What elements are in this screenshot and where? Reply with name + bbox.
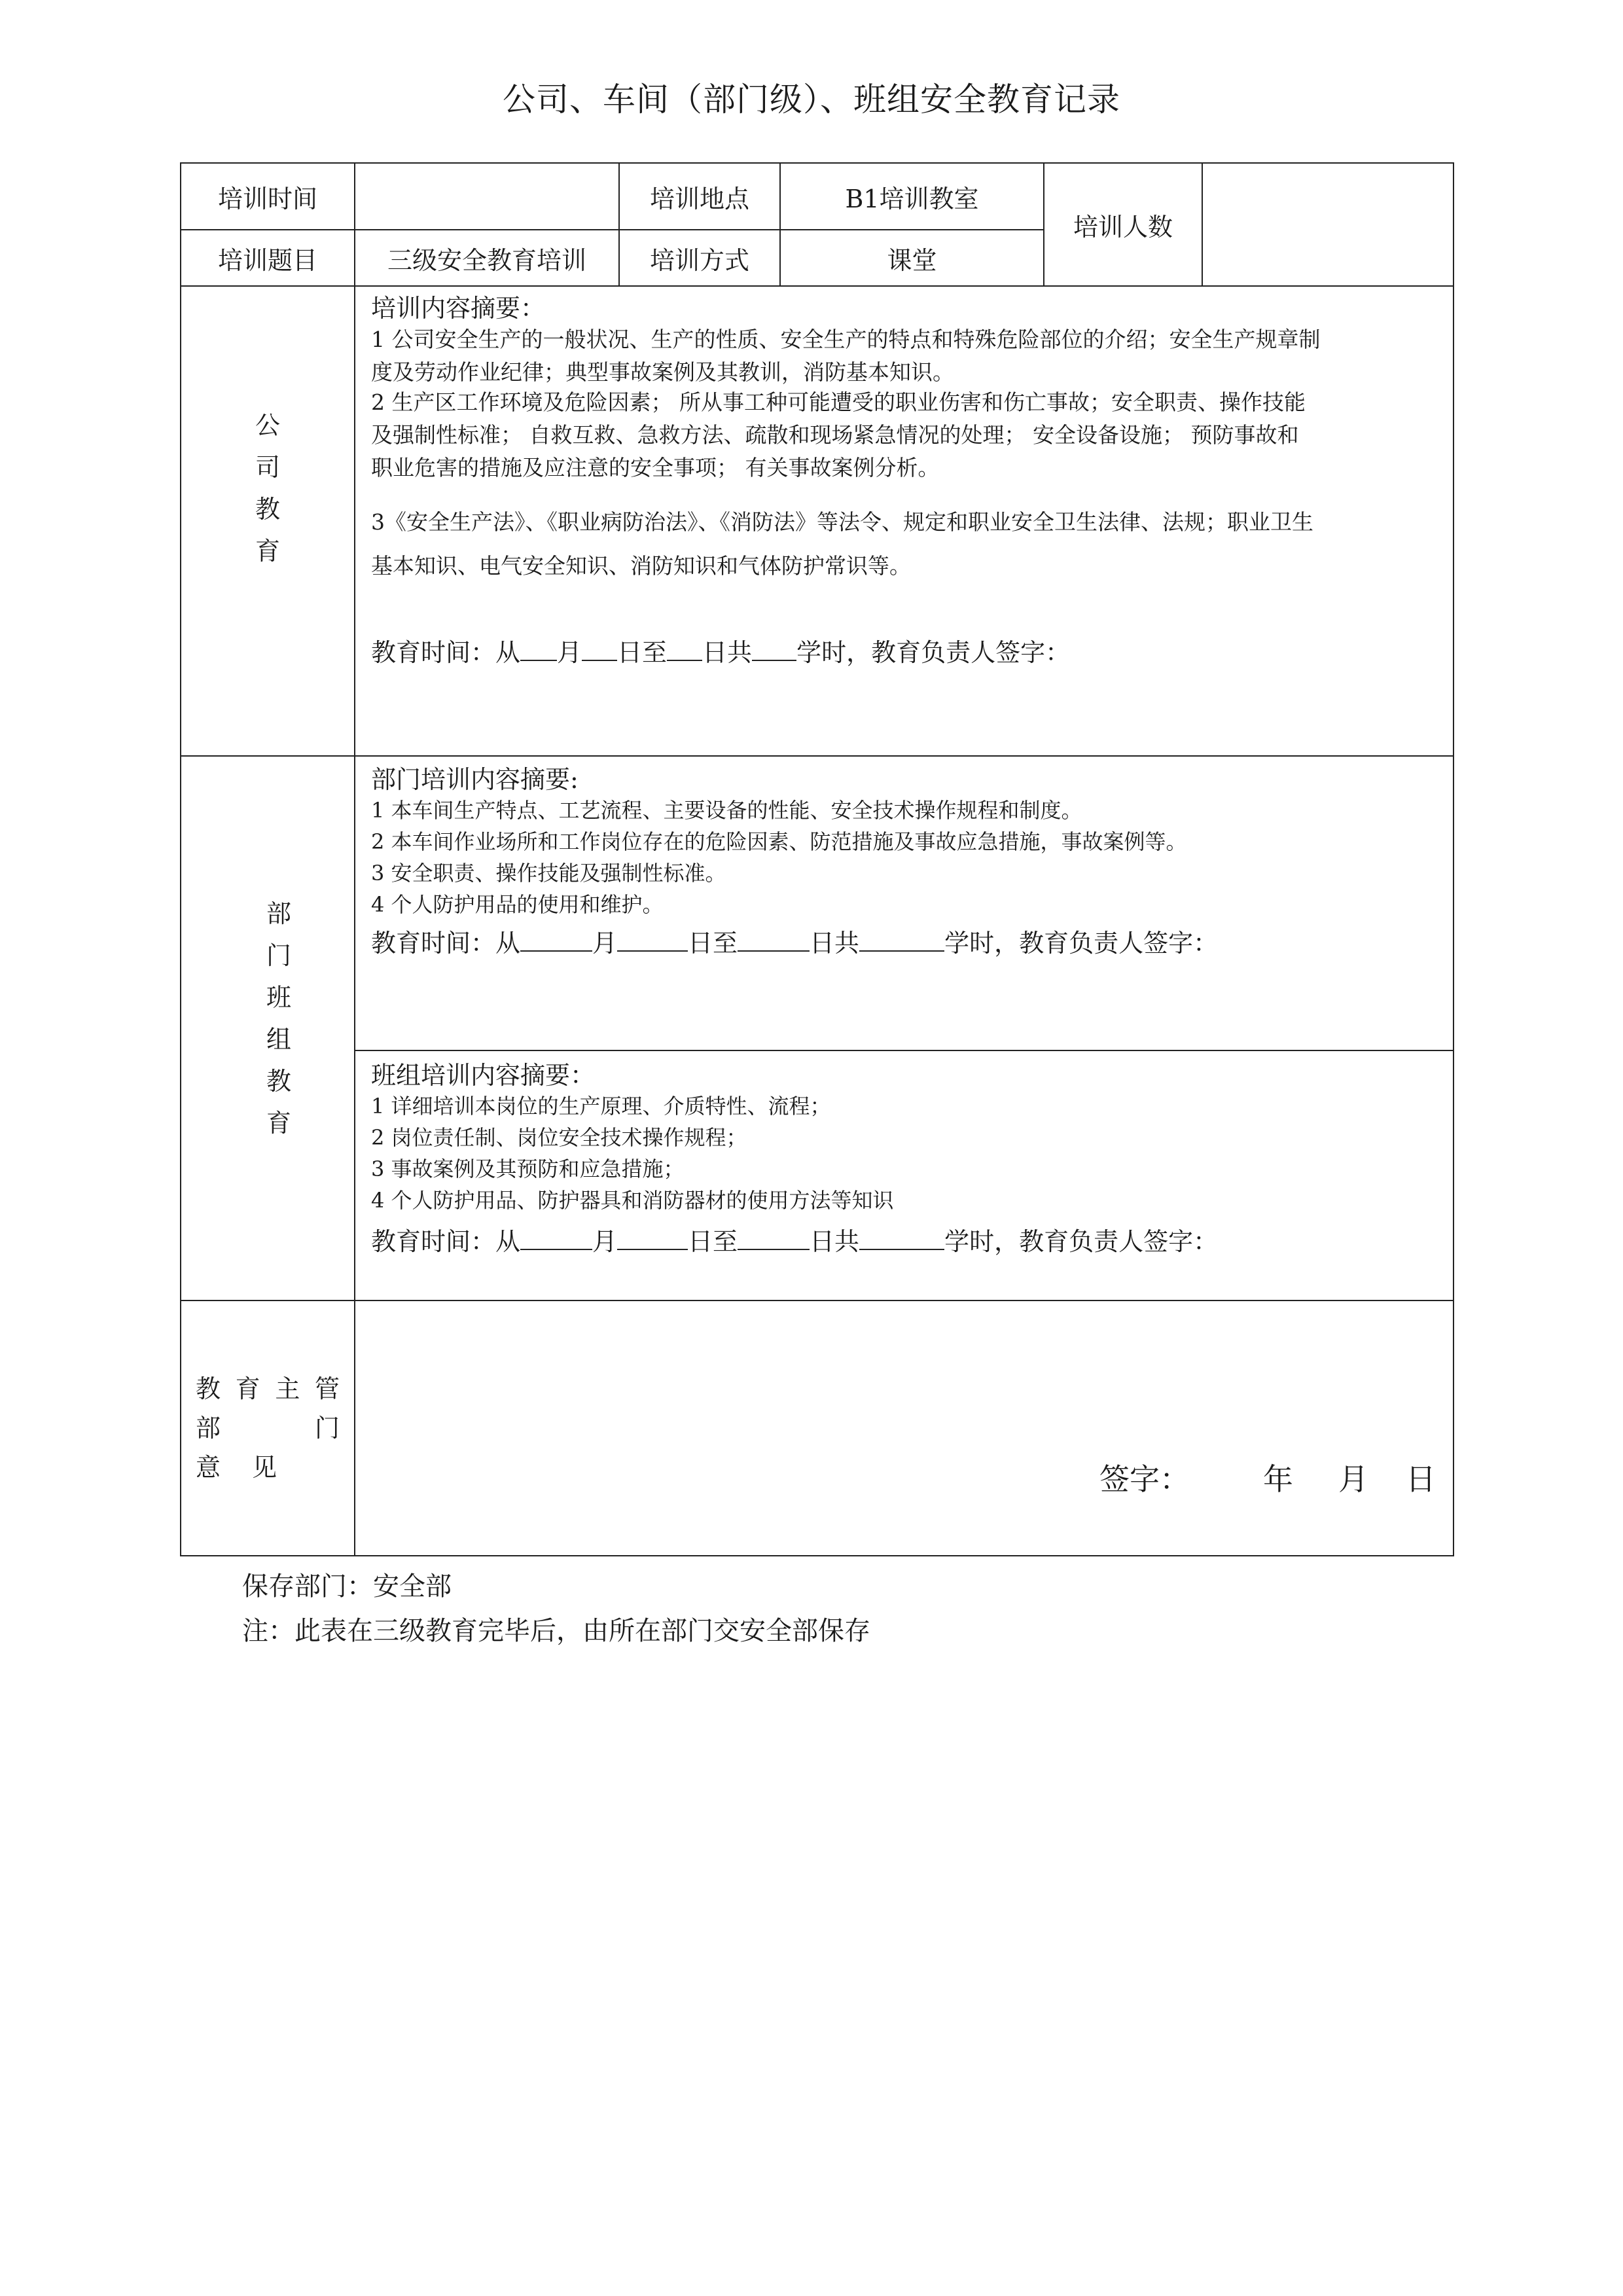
dept-content-line: 3 安全职责、操作技能及强制性标准。	[371, 861, 726, 886]
dept-hours-blank[interactable]	[859, 927, 944, 952]
page-title: 公司、车间（部门级）、班组安全教育记录	[503, 81, 1120, 118]
training-time-field[interactable]	[355, 163, 619, 230]
team-education-time: 教育时间：从 月 日至 日共 学时，教育负责人签字：	[371, 1225, 1438, 1257]
company-education-label: 公 司 教 育	[181, 286, 355, 756]
training-method-value[interactable]: 课堂	[780, 230, 1044, 286]
dept-education-time: 教育时间：从 月 日至 日共 学时，教育负责人签字：	[371, 927, 1438, 959]
company-content-line: 3《安全生产法》、《职业病防治法》、《消防法》等法令、规定和职业安全卫生法律、法规；职业卫生	[371, 509, 1313, 535]
training-topic-label: 培训题目	[181, 230, 355, 286]
training-place-label: 培训地点	[619, 163, 780, 230]
company-content-line: 及强制性标准； 自救互救、急救方法、疏散和现场紧急情况的处理； 安全设备设施； 预防事故和	[371, 422, 1299, 448]
team-month-blank[interactable]	[520, 1225, 592, 1250]
storage-note: 注：此表在三级教育完毕后，由所在部门交安全部保存	[242, 1616, 870, 1646]
company-content-line: 1 公司安全生产的一般状况、生产的性质、安全生产的特点和特殊危险部位的介绍；安全生产规章制	[371, 327, 1321, 352]
company-hours-blank[interactable]	[752, 636, 796, 661]
keep-department-note: 保存部门：安全部	[242, 1571, 452, 1602]
team-content-line: 4 个人防护用品、防护器具和消防器材的使用方法等知识	[371, 1188, 894, 1213]
dept-content-line: 1 本车间生产特点、工艺流程、主要设备的性能、安全技术操作规程和制度。	[371, 798, 1082, 823]
company-content-line: 2 生产区工作环境及危险因素； 所从事工种可能遭受的职业伤害和伤亡事故；安全职责、操作技能	[371, 389, 1306, 415]
team-content-line: 2 岗位责任制、岗位安全技术操作规程；	[371, 1125, 747, 1150]
opinion-label: 教 育 主 管 部 门 意 见	[181, 1300, 355, 1556]
signature-label: 签字：	[1099, 1462, 1190, 1497]
dept-content-heading: 部门培训内容摘要:	[371, 765, 579, 794]
training-method-label: 培训方式	[619, 230, 780, 286]
header-row-1	[181, 163, 1454, 230]
opinion-row	[181, 1300, 1454, 1556]
dept-day-to-blank[interactable]	[738, 927, 810, 952]
training-time-label: 培训时间	[181, 163, 355, 230]
company-education-content	[355, 286, 1454, 756]
company-day-from-blank[interactable]	[582, 636, 617, 661]
dept-education-row	[181, 756, 1454, 1050]
dept-month-blank[interactable]	[520, 927, 592, 952]
company-content-line: 度及劳动作业纪律；典型事故案例及其教训，消防基本知识。	[371, 359, 954, 385]
sign-year-label: 年	[1263, 1462, 1293, 1497]
company-content-line: 基本知识、电气安全知识、消防知识和气体防护常识等。	[371, 553, 911, 579]
team-content-heading: 班组培训内容摘要：	[371, 1061, 596, 1090]
company-content-heading: 培训内容摘要：	[371, 294, 546, 323]
company-day-to-blank[interactable]	[667, 636, 702, 661]
dept-content-line: 2 本车间作业场所和工作岗位存在的危险因素、防范措施及事故应急措施，事故案例等。	[371, 829, 1187, 854]
team-education-row	[181, 1050, 1454, 1300]
dept-day-from-blank[interactable]	[617, 927, 688, 952]
dept-education-content	[355, 756, 1454, 1050]
team-hours-blank[interactable]	[859, 1225, 944, 1250]
company-education-row	[181, 286, 1454, 756]
sign-day-label: 日	[1406, 1462, 1436, 1497]
company-education-time: 教育时间：从 月 日至 日共 学时，教育负责人签字：	[371, 636, 1438, 668]
team-content-line: 1 详细培训本岗位的生产原理、介质特性、流程；	[371, 1094, 831, 1119]
dept-team-education-label: 部 门 班 组 教 育	[181, 756, 355, 1300]
sign-month-label: 月	[1338, 1462, 1368, 1497]
dept-content-line: 4 个人防护用品的使用和维护。	[371, 892, 664, 917]
training-topic-value[interactable]: 三级安全教育培训	[355, 230, 619, 286]
trainee-count-field[interactable]	[1202, 163, 1454, 286]
team-day-from-blank[interactable]	[617, 1225, 688, 1250]
trainee-count-label: 培训人数	[1044, 163, 1202, 286]
team-content-line: 3 事故案例及其预防和应急措施；	[371, 1157, 685, 1181]
education-record-table	[180, 162, 1454, 1556]
company-content-line: 职业危害的措施及应注意的安全事项； 有关事故案例分析。	[371, 455, 940, 480]
company-month-blank[interactable]	[520, 636, 557, 661]
team-day-to-blank[interactable]	[738, 1225, 810, 1250]
opinion-content[interactable]	[355, 1300, 1454, 1556]
training-place-value[interactable]: B1培训教室	[780, 163, 1044, 230]
team-education-content	[355, 1050, 1454, 1300]
